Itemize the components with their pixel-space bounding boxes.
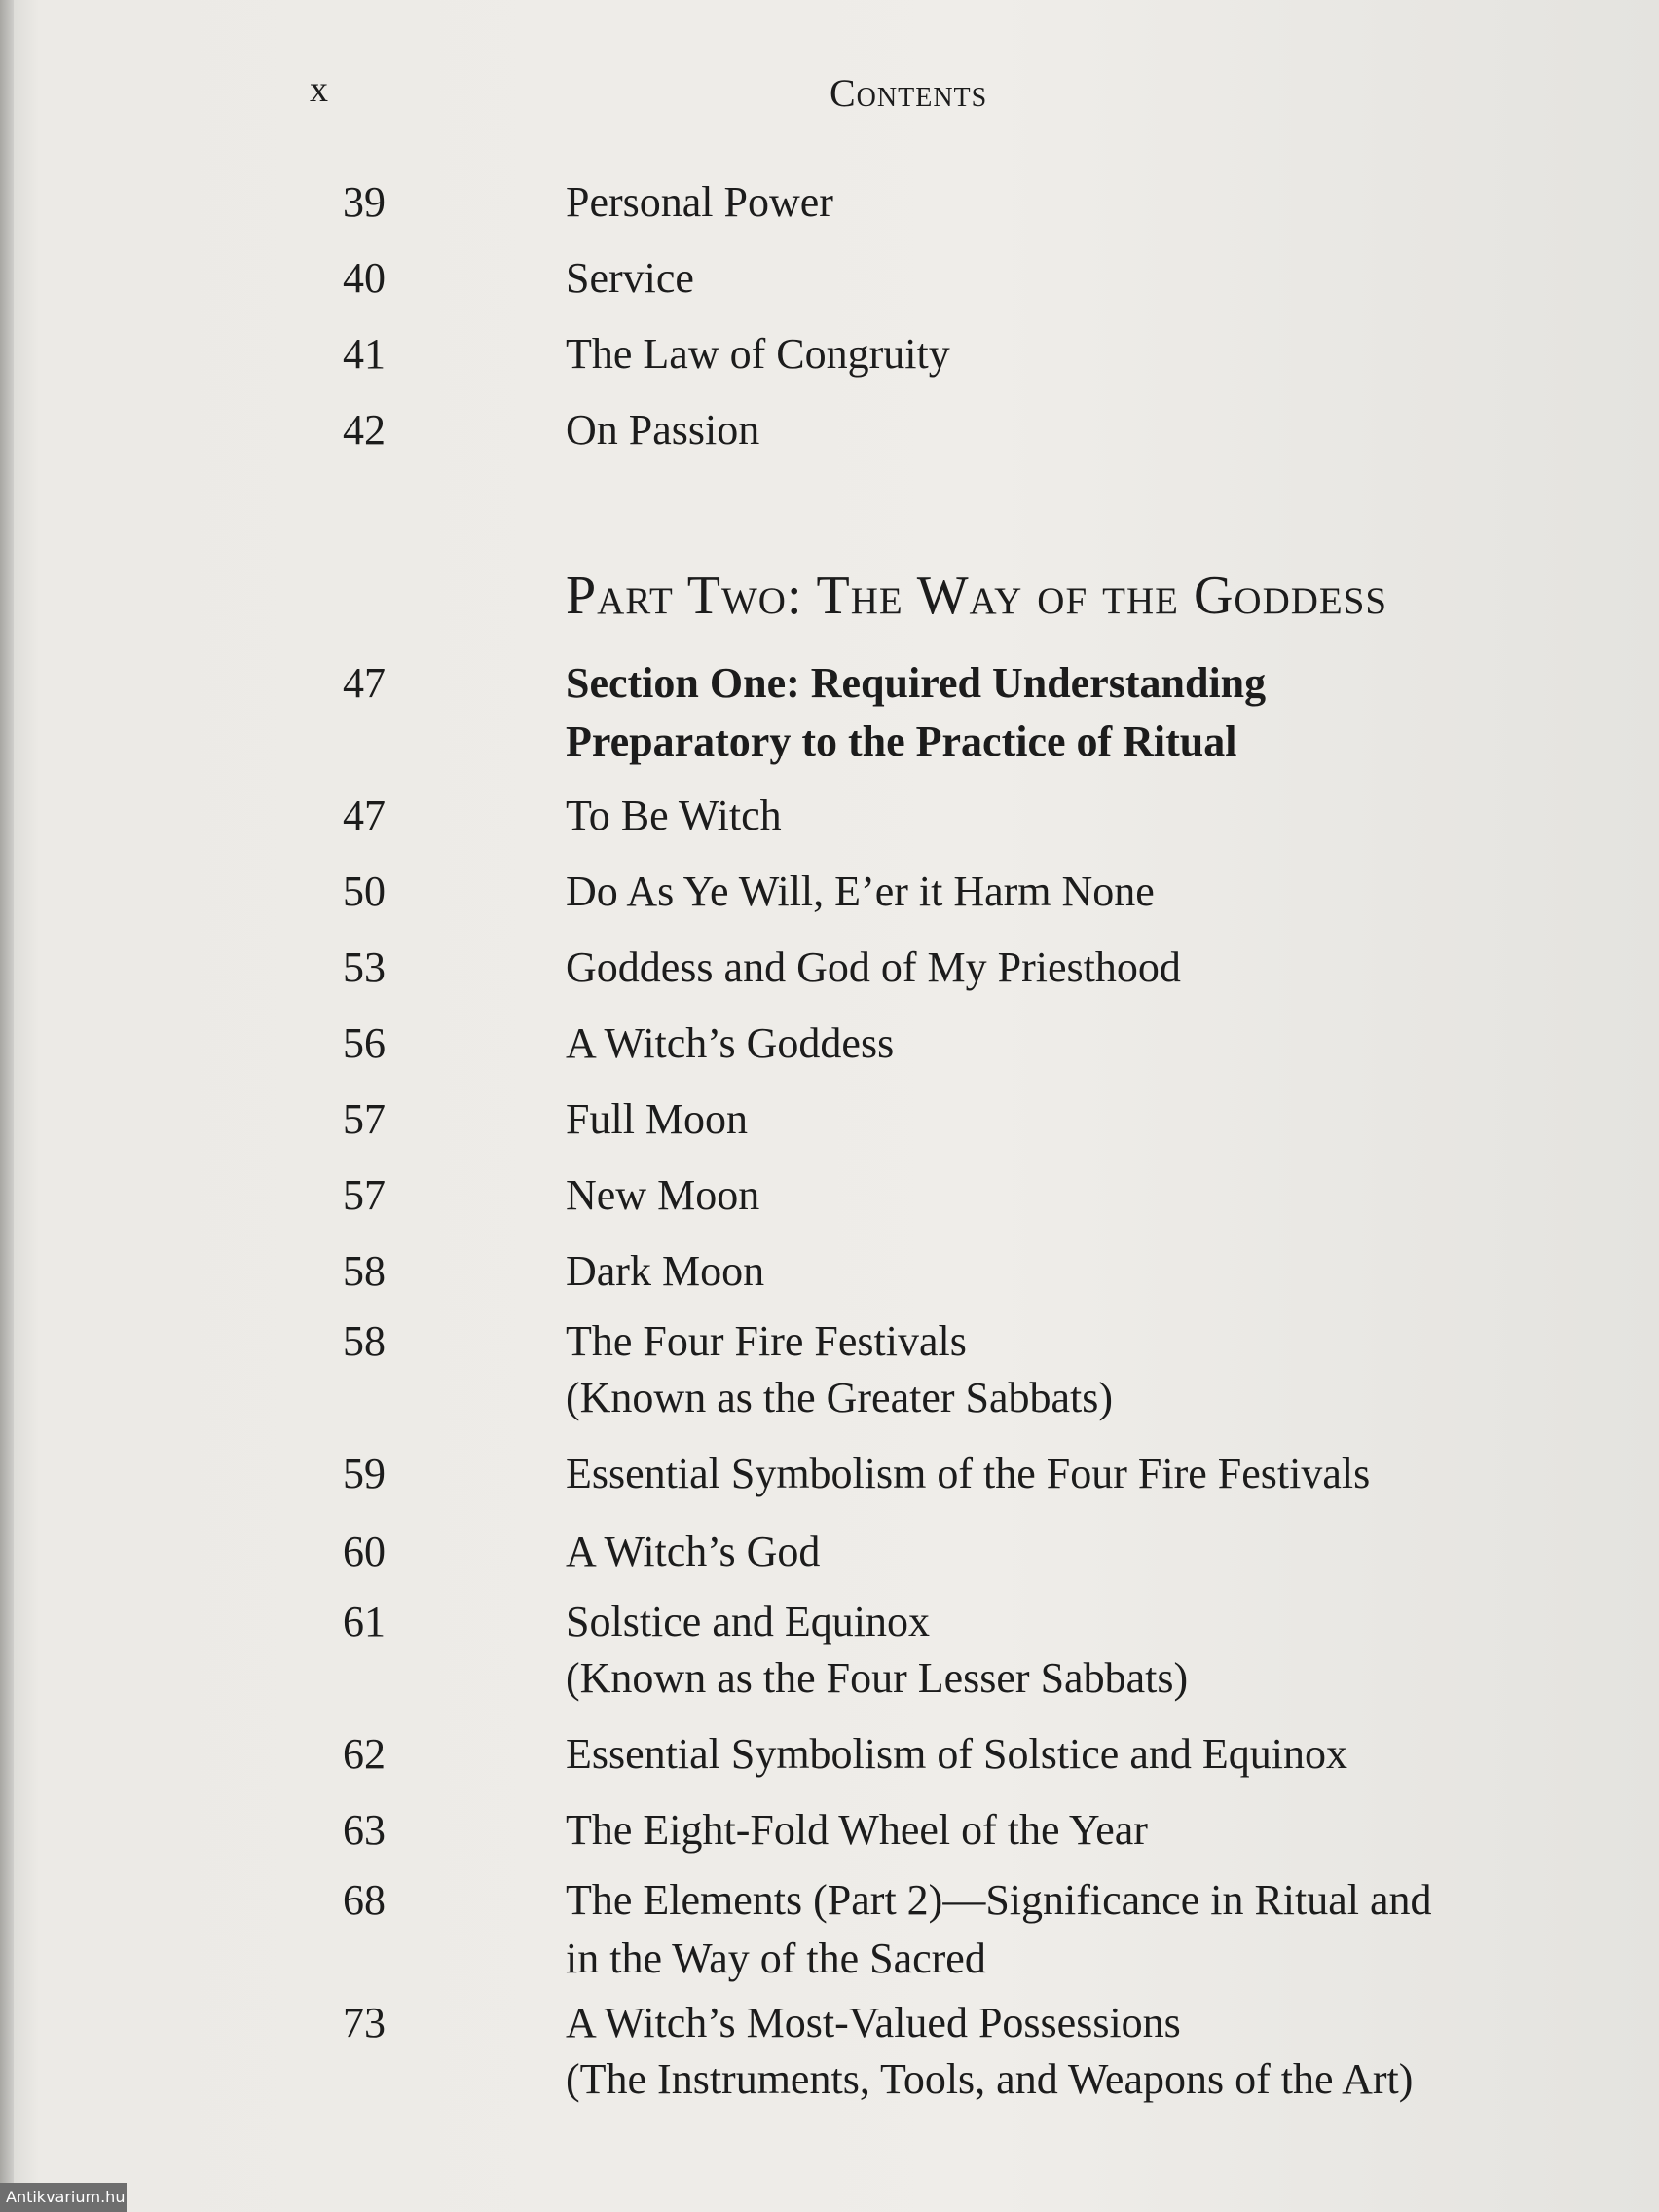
toc-entry-title: New Moon [566, 1171, 760, 1219]
toc-page-number: 59 [343, 1450, 386, 1497]
toc-entry-title: The Law of Congruity [566, 330, 950, 378]
toc-page-number: 40 [343, 254, 386, 302]
toc-entry-title: Personal Power [566, 178, 833, 226]
part-heading: Part Two: The Way of the Goddess [566, 566, 1388, 626]
toc-page-number: 47 [343, 659, 386, 707]
toc-entry-title: On Passion [566, 406, 760, 454]
toc-entry-title-line2: (Known as the Greater Sabbats) [566, 1374, 1114, 1421]
toc-page-number: 57 [343, 1095, 386, 1143]
toc-page-number: 53 [343, 943, 386, 991]
toc-page-number: 62 [343, 1730, 386, 1778]
toc-entry-title-line2: (Known as the Four Lesser Sabbats) [566, 1654, 1189, 1702]
toc-page-number: 42 [343, 406, 386, 454]
toc-entry-title: Essential Symbolism of Solstice and Equinox [566, 1730, 1347, 1778]
toc-page-number: 63 [343, 1806, 386, 1854]
toc-page-number: 47 [343, 792, 386, 839]
toc-entry-title: The Eight-Fold Wheel of the Year [566, 1806, 1148, 1854]
toc-entry-title: Do As Ye Will, E’er it Harm None [566, 867, 1155, 915]
watermark: Antikvarium.hu [0, 2183, 127, 2212]
toc-entry-title-line1: The Four Fire Festivals [566, 1317, 967, 1365]
toc-entry-title-line1: The Elements (Part 2)—Significance in Ritual and [566, 1876, 1432, 1924]
toc-entry-title: Full Moon [566, 1095, 749, 1143]
toc-entry-title: To Be Witch [566, 792, 782, 839]
toc-page-number: 57 [343, 1171, 386, 1219]
toc-entry-title: Goddess and God of My Priesthood [566, 943, 1181, 991]
page-folio: x [310, 69, 328, 110]
toc-entry-title: A Witch’s God [566, 1528, 821, 1575]
toc-page-number: 58 [343, 1247, 386, 1295]
toc-page-number: 61 [343, 1598, 386, 1645]
toc-page-number: 68 [343, 1876, 386, 1924]
toc-page-number: 50 [343, 867, 386, 915]
running-title: Contents [830, 71, 988, 115]
toc-page-number: 58 [343, 1317, 386, 1365]
toc-entry-title: A Witch’s Goddess [566, 1019, 895, 1067]
toc-page-number: 73 [343, 1999, 386, 2046]
toc-entry-title-line1: Solstice and Equinox [566, 1598, 930, 1645]
toc-entry-title-line1: A Witch’s Most-Valued Possessions [566, 1999, 1181, 2046]
toc-section-title-line2: Preparatory to the Practice of Ritual [566, 718, 1237, 765]
toc-entry-title-line2: (The Instruments, Tools, and Weapons of the Art) [566, 2055, 1414, 2103]
toc-entry-title: Service [566, 254, 694, 302]
toc-page-number: 56 [343, 1019, 386, 1067]
toc-entry-title: Essential Symbolism of the Four Fire Festivals [566, 1450, 1371, 1497]
toc-page-number: 60 [343, 1528, 386, 1575]
page-gutter [0, 0, 14, 2212]
toc-page-number: 39 [343, 178, 386, 226]
toc-entry-title: Dark Moon [566, 1247, 765, 1295]
toc-section-title-line1: Section One: Required Understanding [566, 659, 1267, 707]
toc-page-number: 41 [343, 330, 386, 378]
toc-entry-title-line2: in the Way of the Sacred [566, 1935, 986, 1982]
